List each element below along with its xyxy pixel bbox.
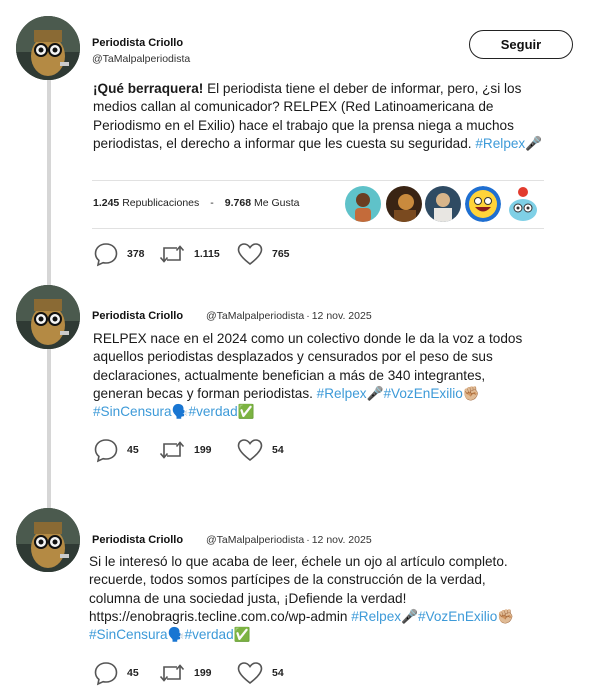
tweet-body bbox=[93, 330, 563, 421]
tweet-text-line: El periodista tiene el deber de informar, pero, ¿si los bbox=[203, 81, 522, 96]
likes-label[interactable]: Me Gusta bbox=[253, 197, 300, 209]
tweet-body bbox=[93, 80, 563, 153]
check-emoji: ✅ bbox=[233, 627, 251, 643]
speech-bubble-icon bbox=[93, 660, 119, 686]
stats-separator: - bbox=[210, 197, 214, 209]
tweet-meta bbox=[206, 534, 372, 546]
follow-button[interactable]: Seguir bbox=[469, 30, 573, 59]
tweet-text-line: generan becas y forman periodistas. bbox=[93, 385, 317, 401]
author-avatar[interactable] bbox=[16, 508, 80, 572]
retweet-count: 199 bbox=[194, 444, 212, 456]
retweet-arrows-icon bbox=[158, 660, 186, 686]
avatar-owl-image bbox=[16, 285, 80, 349]
likes-total-count[interactable]: 9.768 bbox=[224, 197, 252, 209]
tweet-text-line: Si le interesó lo que acaba de leer, échele un ojo al artículo completo. bbox=[89, 554, 508, 569]
author-handle[interactable]: @TaMalpalperiodista bbox=[92, 53, 191, 65]
like-count: 54 bbox=[272, 667, 284, 679]
retweet-arrows-icon bbox=[158, 437, 186, 463]
article-url-link[interactable]: https://enobragris.tecline.com.co/wp-admin bbox=[89, 608, 352, 624]
reply-count: 378 bbox=[127, 248, 145, 260]
liker-avatar[interactable] bbox=[465, 186, 501, 222]
reply-button[interactable] bbox=[93, 241, 145, 267]
heart-outline-icon bbox=[236, 660, 264, 686]
author-avatar[interactable] bbox=[16, 285, 80, 349]
divider bbox=[92, 180, 544, 181]
tweet-meta bbox=[206, 310, 372, 322]
liker-avatar[interactable] bbox=[345, 186, 381, 222]
author-avatar[interactable] bbox=[16, 16, 80, 80]
like-button[interactable] bbox=[236, 241, 290, 267]
retweet-button[interactable] bbox=[158, 660, 212, 686]
like-count: 54 bbox=[272, 444, 284, 456]
author-name[interactable]: Periodista Criollo bbox=[92, 310, 184, 322]
meta-separator: · bbox=[306, 534, 310, 546]
liker-avatar[interactable] bbox=[386, 186, 422, 222]
like-button[interactable] bbox=[236, 660, 284, 686]
like-count: 765 bbox=[272, 248, 290, 260]
hashtag-links[interactable]: #SinCensura🗣️#verdad bbox=[93, 404, 238, 420]
speech-bubble-icon bbox=[93, 241, 119, 267]
hashtag-links[interactable]: #Relpex🎤#VozEnExilio✊🏼 bbox=[316, 385, 480, 401]
tweet-text-line: columna de una sociedad justa, ¡Defiende la verdad! bbox=[89, 590, 407, 606]
tweet-text-line: aquellos periodistas desplazados y censurados por el peso de sus bbox=[93, 349, 493, 365]
reply-count: 45 bbox=[127, 667, 139, 679]
reply-button[interactable] bbox=[93, 660, 139, 686]
heart-outline-icon bbox=[236, 241, 264, 267]
like-button[interactable] bbox=[236, 437, 284, 463]
retweet-count: 1.115 bbox=[194, 248, 220, 260]
retweet-count: 199 bbox=[194, 667, 212, 679]
tweet-text-line: recuerde, todos somos partícipes de la construcción de la verdad, bbox=[89, 572, 486, 588]
liker-avatar[interactable] bbox=[505, 186, 541, 222]
avatar-owl-image bbox=[16, 508, 80, 572]
divider bbox=[92, 228, 544, 229]
tweet-text-line: Periodismo en el Exilio) hace el trabajo que la prensa niega a muchos bbox=[93, 117, 514, 133]
hashtag-links[interactable]: #Relpex🎤#VozEnExilio✊🏼 bbox=[351, 608, 515, 624]
tweet-body bbox=[89, 553, 569, 644]
meta-separator: · bbox=[306, 310, 310, 322]
reposts-label[interactable]: Republicaciones bbox=[122, 197, 200, 209]
liker-avatar[interactable] bbox=[425, 186, 461, 222]
author-handle[interactable]: @TaMalpalperiodista bbox=[206, 534, 305, 546]
reply-count: 45 bbox=[127, 444, 139, 456]
tweet-date[interactable]: 12 nov. 2025 bbox=[311, 310, 372, 322]
speech-bubble-icon bbox=[93, 437, 119, 463]
author-handle[interactable]: @TaMalpalperiodista bbox=[206, 310, 305, 322]
heart-outline-icon bbox=[236, 437, 264, 463]
avatar-owl-image bbox=[16, 16, 80, 80]
author-name[interactable]: Periodista Criollo bbox=[92, 37, 184, 49]
reply-button[interactable] bbox=[93, 437, 139, 463]
tweet-text-line: periodistas, el derecho a informar que les cuesta su seguridad. bbox=[93, 135, 476, 151]
check-emoji: ✅ bbox=[237, 404, 255, 420]
hashtag-links[interactable]: #SinCensura🗣️#verdad bbox=[89, 627, 234, 643]
retweet-arrows-icon bbox=[158, 241, 186, 267]
tweet-date[interactable]: 12 nov. 2025 bbox=[311, 534, 372, 546]
author-name[interactable]: Periodista Criollo bbox=[92, 534, 184, 546]
hashtag-link[interactable]: #Relpex🎤 bbox=[475, 135, 543, 151]
reposts-count[interactable]: 1.245 bbox=[93, 197, 120, 209]
tweet-text-line: medios callan al comunicador? RELPEX (Red Latinoamericana de bbox=[93, 99, 494, 115]
retweet-button[interactable] bbox=[158, 437, 212, 463]
tweet-text-line: declaraciones, actualmente benefician a más de 340 integrantes, bbox=[93, 367, 486, 383]
tweet-bold-intro: ¡Qué berraquera! bbox=[93, 81, 204, 96]
retweet-button[interactable] bbox=[158, 241, 220, 267]
tweet-text-line: RELPEX nace en el 2024 como un colectivo donde le da la voz a todos bbox=[93, 331, 523, 346]
engagement-stats bbox=[93, 197, 300, 209]
